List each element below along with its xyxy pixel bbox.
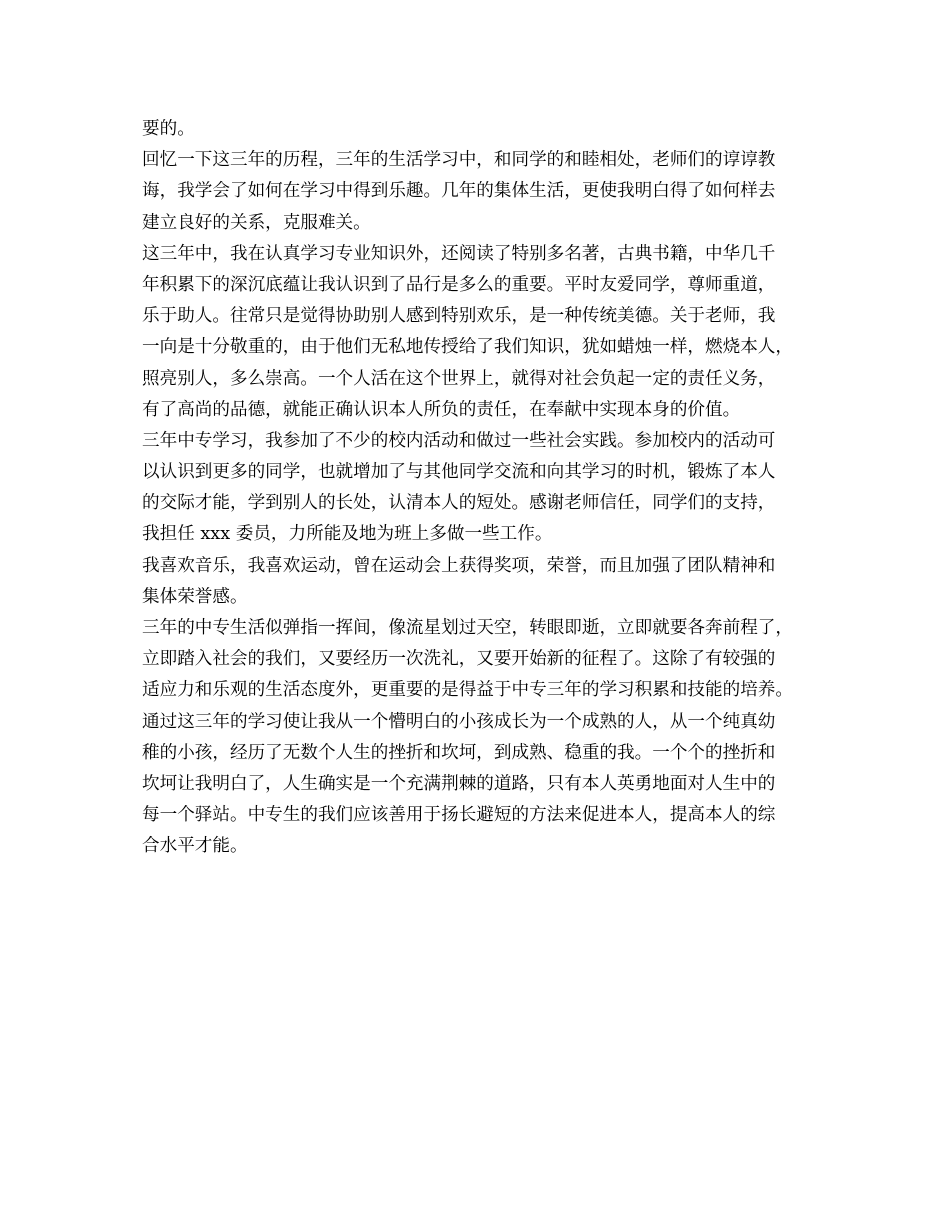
text-line: 稚的小孩，经历了无数个人生的挫折和坎坷，到成熟、稳重的我。一个个的挫折和 (142, 742, 776, 763)
text-line: 诲，我学会了如何在学习中得到乐趣。几年的集体生活，更使我明白得了如何样去 (142, 181, 776, 202)
text-line: 合水平才能。 (142, 836, 248, 857)
text-line: 回忆一下这三年的历程，三年的生活学习中，和同学的和睦相处，老师们的谆谆教 (142, 150, 776, 171)
text-line: 三年中专学习，我参加了不少的校内活动和做过一些社会实践。参加校内的活动可 (142, 430, 776, 451)
text-line: 以认识到更多的同学，也就增加了与其他同学交流和向其学习的时机，锻炼了本人 (142, 462, 776, 483)
text-line: 乐于助人。往常只是觉得协助别人感到特别欢乐，是一种传统美德。关于老师，我 (142, 306, 776, 327)
text-line: 三年的中专生活似弹指一挥间，像流星划过天空，转眼即逝，立即就要各奔前程了， (142, 618, 793, 638)
text-line: 立即踏入社会的我们，又要经历一次洗礼，又要开始新的征程了。这除了有较强的 (142, 649, 776, 670)
text-line: 通过这三年的学习使让我从一个懵明白的小孩成长为一个成熟的人，从一个纯真幼 (142, 711, 776, 732)
text-line: 坎坷让我明白了，人生确实是一个充满荆棘的道路，只有本人英勇地面对人生中的 (142, 773, 776, 794)
text-line: 我担任 xxx 委员，力所能及地为班上多做一些工作。 (142, 524, 553, 545)
text-line: 一向是十分敬重的，由于他们无私地传授给了我们知识，犹如蜡烛一样，燃烧本人， (142, 337, 793, 358)
body-text (142, 114, 832, 863)
text-line: 每一个驿站。中专生的我们应该善用于扬长避短的方法来促进本人，提高本人的综 (142, 805, 776, 826)
text-line: 要的。 (142, 119, 195, 139)
text-line: 我喜欢音乐，我喜欢运动，曾在运动会上获得奖项，荣誉，而且加强了团队精神和 (142, 555, 776, 576)
text-line: 这三年中，我在认真学习专业知识外，还阅读了特别多名著，古典书籍，中华几千 (142, 243, 776, 264)
text-line: 的交际才能，学到别人的长处，认清本人的短处。感谢老师信任，同学们的支持， (142, 493, 776, 514)
text-line: 年积累下的深沉底蕴让我认识到了品行是多么的重要。平时友爱同学，尊师重道， (142, 274, 776, 295)
text-line: 有了高尚的品德，就能正确认识本人所负的责任，在奉献中实现本身的价值。 (142, 399, 741, 420)
text-line: 适应力和乐观的生活态度外，更重要的是得益于中专三年的学习积累和技能的培养。 (142, 680, 793, 701)
text-line: 集体荣誉感。 (142, 586, 248, 607)
text-line: 建立良好的关系，克服难关。 (142, 212, 371, 233)
text-line: 照亮别人，多么崇高。一个人活在这个世界上，就得对社会负起一定的责任义务， (142, 368, 776, 389)
